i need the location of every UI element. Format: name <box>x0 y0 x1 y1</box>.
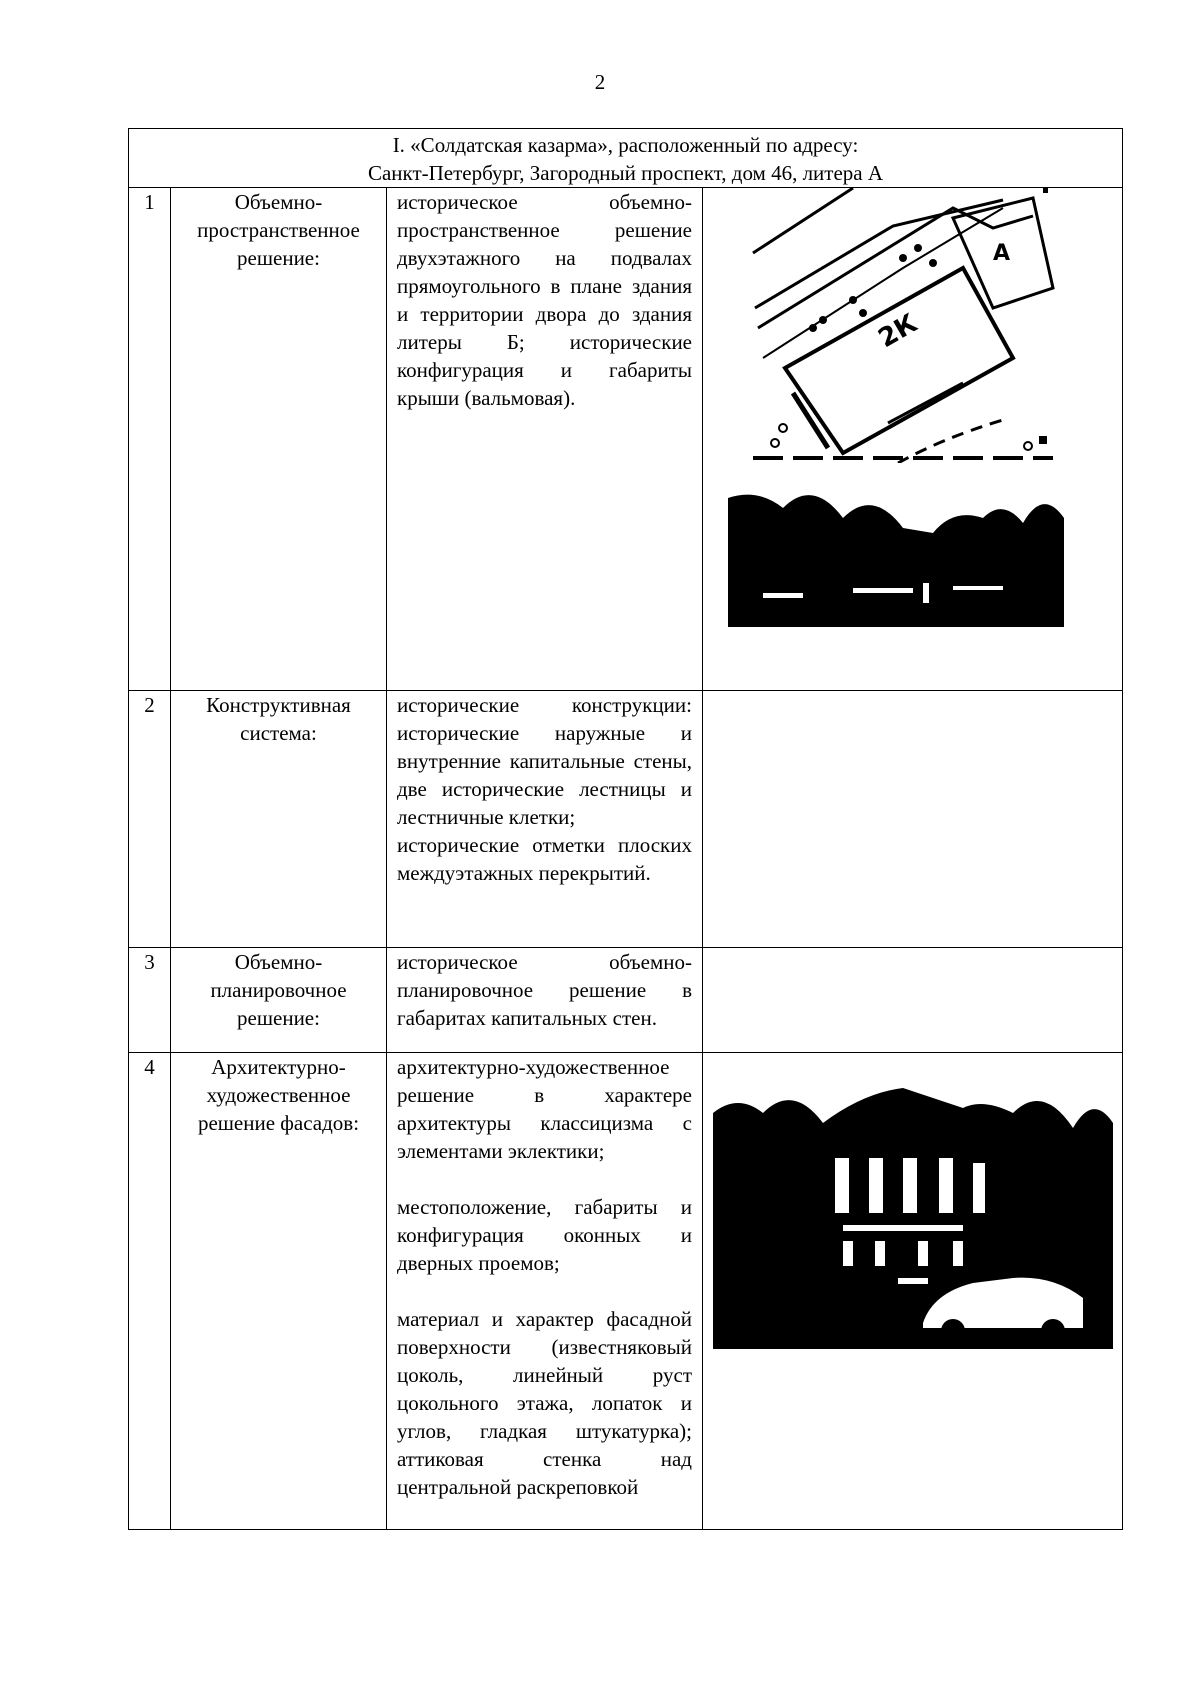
description-paragraph: местоположение, габариты и конфигурация оконных и дверных проемов; <box>397 1195 692 1275</box>
object-header <box>129 129 1123 188</box>
object-title: I. «Солдатская казарма», расположенный по адресу: <box>392 133 859 157</box>
description-paragraph: исторические конструкции: исторические наружные и внутренние капитальные стены, две исторические лестницы и лестничные клетки; <box>397 693 692 829</box>
row-description <box>387 188 703 691</box>
row-number: 3 <box>129 948 171 1053</box>
table-row <box>129 188 1123 691</box>
description-paragraph: архитектурно-художественное решение в характере архитектуры классицизма с элементами эклектики; <box>397 1055 692 1163</box>
row-description <box>387 1053 703 1530</box>
description-paragraph: материал и характер фасадной поверхности (известняковый цоколь, линейный руст цокольного этажа, лопаток и углов, гладкая штукатурка); аттиковая стенка над центральной раскреповкой <box>397 1307 692 1499</box>
description-paragraph: историческое объемно-пространственное решение двухэтажного на подвалах прямоугольного в плане здания и территории двора до здания литеры Б; исторические конфигурация и габариты крыши (вальмовая). <box>397 190 692 410</box>
building-photo <box>728 463 1064 627</box>
row-name: Объемно-пространственное решение: <box>171 188 387 691</box>
illustration-cell <box>703 691 1123 948</box>
plan-label-2k: 2К <box>873 308 923 355</box>
illustration-cell <box>703 1053 1123 1530</box>
row-number: 1 <box>129 188 171 691</box>
description-paragraph: историческое объемно-планировочное решение в габаритах капитальных стен. <box>397 950 692 1030</box>
plan-label-a: А <box>993 241 1011 266</box>
table-row <box>129 948 1123 1053</box>
facade-photo <box>703 1053 1123 1353</box>
row-number: 2 <box>129 691 171 948</box>
description-paragraph: исторические отметки плоских междуэтажных перекрытий. <box>397 833 692 885</box>
row-name: Объемно-планировочное решение: <box>171 948 387 1053</box>
table-row <box>129 1053 1123 1530</box>
header-row <box>129 129 1123 188</box>
illustration-cell <box>703 948 1123 1053</box>
table-row <box>129 691 1123 948</box>
row-name: Конструктивная система: <box>171 691 387 948</box>
site-plan-image <box>753 188 1053 463</box>
row-number: 4 <box>129 1053 171 1530</box>
protection-table <box>128 128 1123 1530</box>
row-description <box>387 948 703 1053</box>
page-number: 2 <box>594 70 606 94</box>
row-description <box>387 691 703 948</box>
illustration-cell <box>703 188 1123 691</box>
object-address: Санкт-Петербург, Загородный проспект, дом 46, литера А <box>367 161 884 185</box>
site-plan-and-photo <box>703 188 1123 688</box>
row-name: Архитектурно-художественное решение фасадов: <box>171 1053 387 1530</box>
